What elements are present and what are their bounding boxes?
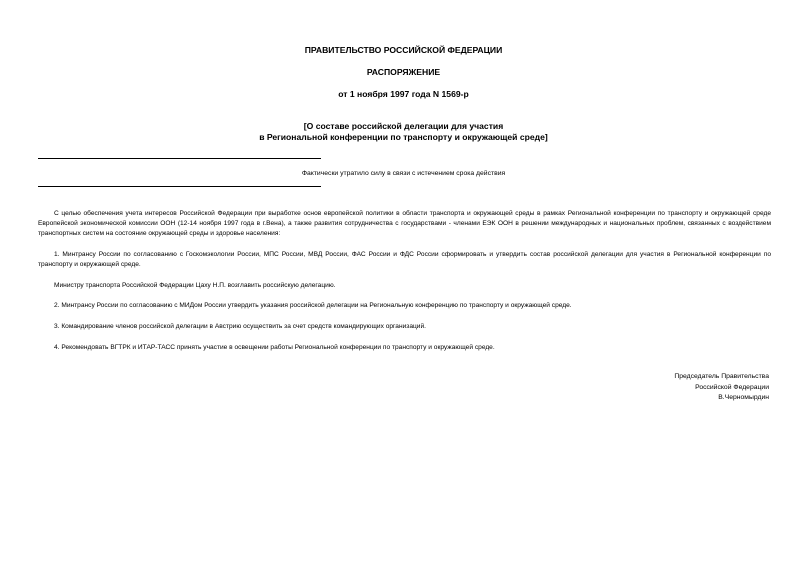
preamble-paragraph: С целью обеспечения учета интересов Российской Федерации при выработке основ европейской политики в области транспорта и окружающей среды в рамках Региональной конференции по транспорту и окружающей среде Европейской экономической комиссии ООН (12-14 ноября 1997 года в г.Вена), а также развития сотрудничества с государствами - членами ЕЭК ООН в решении международных и национальных проблем, связанных с воздействием транспортных систем на состояние окружающей среды и здоровье населения: [38, 210, 771, 238]
date-number-heading: от 1 ноября 1997 года N 1569-р [338, 89, 469, 99]
signature-block [674, 372, 769, 404]
item-1-head-paragraph: Министру транспорта Российской Федерации Цаху Н.П. возглавить российскую делегацию. [54, 282, 336, 289]
document-title-line-1: [О составе российской делегации для участия [303, 121, 504, 131]
item-3-paragraph: 3. Командирование членов российской делегации в Австрию осуществить за счет средств командирующих организаций. [54, 323, 426, 330]
item-1-paragraph: 1. Минтрансу России по согласованию с Госкомэкологии России, МПС России, МВД России, ФАС России и ФДС России сформировать и утвердить состав российской делегации для участия в Региональной конференции по транспорту и окружающей среде. [38, 251, 771, 269]
document-title-line-2: в Региональной конференции по транспорту и окружающей среде] [259, 132, 548, 142]
divider-bottom [38, 186, 321, 187]
signature-name: В.Черномырдин [718, 394, 769, 401]
signature-organization: Российской Федерации [695, 383, 769, 391]
item-2-paragraph: 2. Минтрансу России по согласованию с МИДом России утвердить указания российской делегации на Региональную конференцию по транспорту и окружающей среде. [54, 302, 572, 309]
divider-top [38, 158, 321, 159]
status-note: Фактически утратило силу в связи с истечением срока действия [301, 170, 506, 177]
item-4-paragraph: 4. Рекомендовать ВГТРК и ИТАР-ТАСС принять участие в освещении работы Региональной конференции по транспорту и окружающей среде. [54, 344, 495, 351]
signature-title: Председатель Правительства [674, 373, 769, 380]
government-heading: ПРАВИТЕЛЬСТВО РОССИЙСКОЙ ФЕДЕРАЦИИ [304, 45, 503, 55]
document-type-heading: РАСПОРЯЖЕНИЕ [366, 67, 441, 77]
